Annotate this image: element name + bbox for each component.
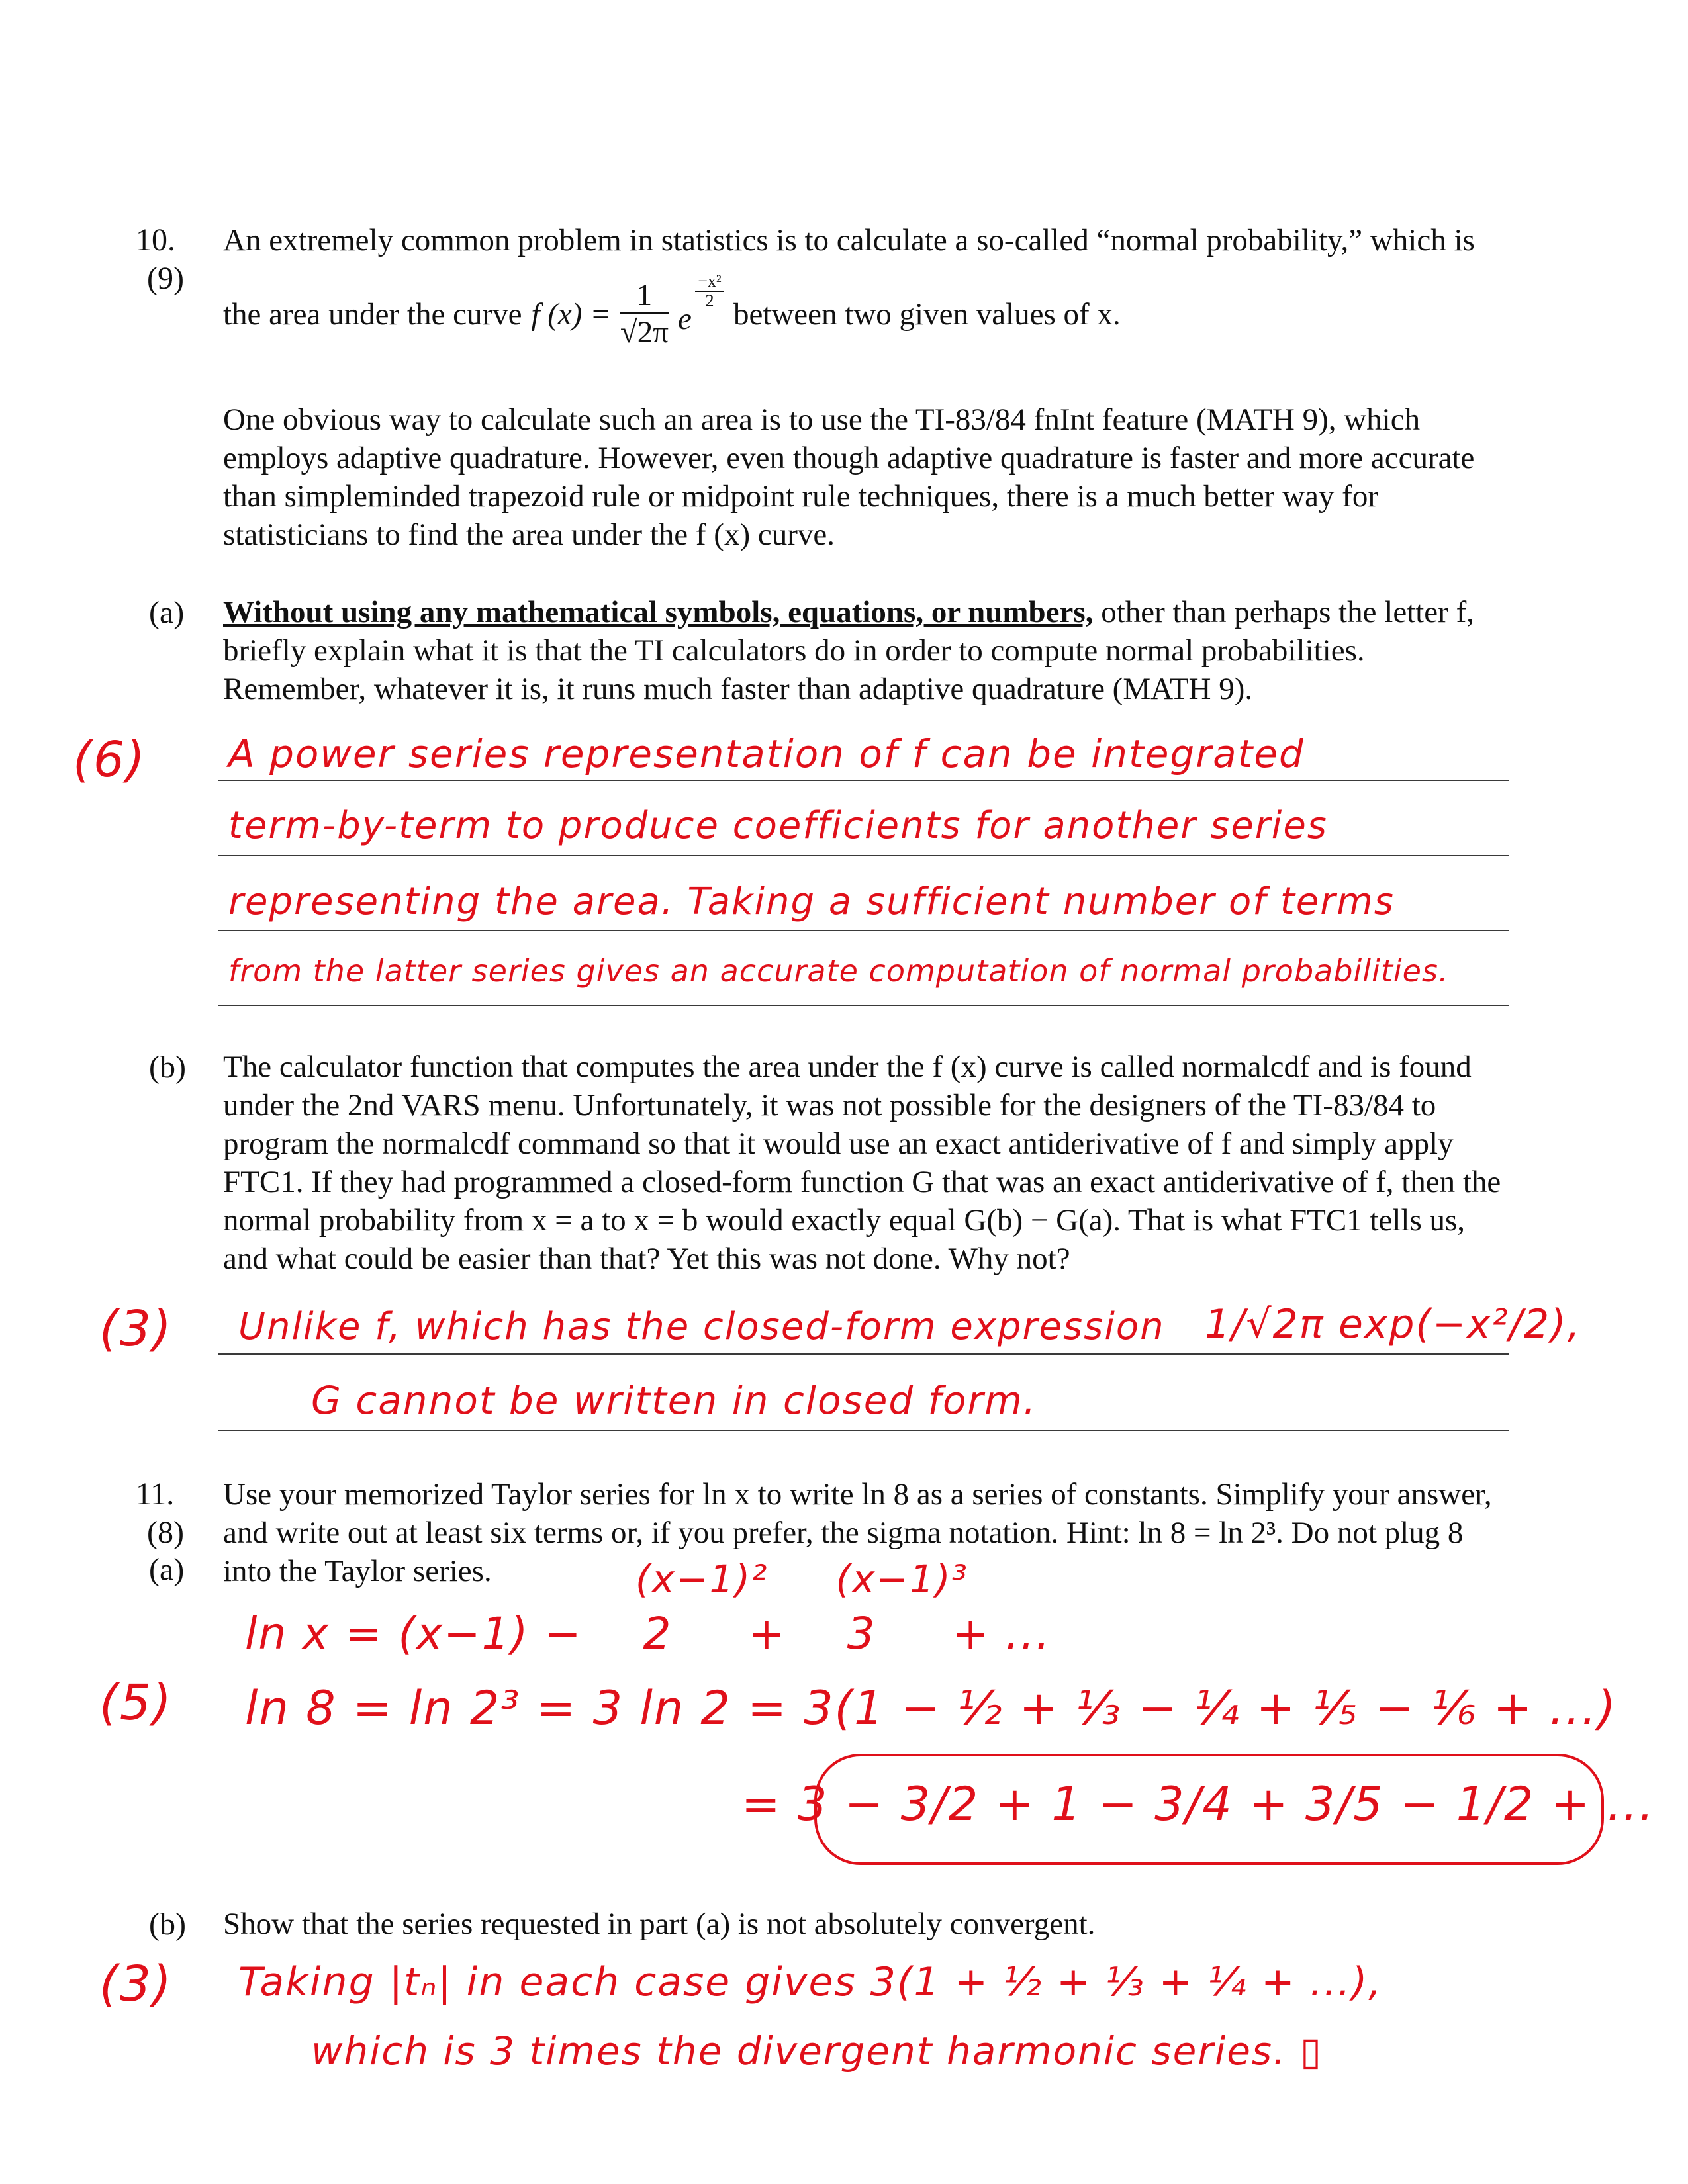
part-b-label: (b) <box>149 1050 186 1085</box>
question-10-number: 10. <box>136 222 175 257</box>
part-a-line2: briefly explain what it is that the TI calculators do in order to compute normal probabilities. <box>223 633 1365 668</box>
question-10-paragraph <box>223 400 1474 554</box>
taylor-numerators: (x−1)² (x−1)³ <box>635 1557 968 1602</box>
question-10-points: (9) <box>147 261 184 296</box>
normalizing-fraction <box>620 278 669 351</box>
fraction-numerator: 1 <box>620 278 669 314</box>
answer-rule <box>218 1005 1509 1006</box>
answer-rule <box>218 930 1509 931</box>
question-11-points: (8) <box>147 1515 184 1550</box>
part-b-answer-expression: 1/√2π exp(−x²/2), <box>1205 1301 1581 1347</box>
answer-rule <box>218 780 1509 781</box>
part-b-line: FTC1. If they had programmed a closed-form function G that was an exact antiderivative of f, then the <box>223 1165 1501 1199</box>
normal-density-formula <box>223 271 1121 351</box>
part-b-line: under the 2nd VARS menu. Unfortunately, it was not possible for the designers of the TI-83/84 to <box>223 1088 1436 1122</box>
part-b-line: The calculator function that computes the area under the f (x) curve is called normalcdf and is found <box>223 1050 1472 1084</box>
question-11-part-a-score: (5) <box>99 1674 173 1731</box>
part-a-answer-line: from the latter series gives an accurate computation of normal probabilities. <box>228 953 1449 989</box>
paragraph-line: employs adaptive quadrature. However, even though adaptive quadrature is faster and more accurate <box>223 441 1475 475</box>
answer-rule <box>218 855 1509 856</box>
part-b-score: (3) <box>99 1300 173 1357</box>
part-a-bold-lead: Without using any mathematical symbols, equations, or numbers, <box>223 595 1094 629</box>
part-a-label: (a) <box>149 595 185 630</box>
part-a-prompt <box>223 593 1474 708</box>
question-11-number: 11. <box>136 1477 175 1512</box>
paragraph-line: statisticians to find the area under the f (x) curve. <box>223 518 835 552</box>
answer-rule <box>218 1430 1509 1431</box>
part-b-answer-line1: Unlike f, which has the closed-form expression <box>238 1305 1165 1348</box>
question-11-part-b-score: (3) <box>99 1956 173 2013</box>
exp-numerator: −x² <box>695 272 724 292</box>
question-10-intro: An extremely common problem in statistics is to calculate a so-called “normal probability,” which is <box>223 223 1475 257</box>
part-a-score: (6) <box>73 731 146 788</box>
question-11-part-a-label: (a) <box>149 1552 185 1587</box>
part-b-answer-line1: Taking |tₙ| in each case gives 3(1 + ½ + ⅓ + ¼ + ...), <box>238 1959 1383 2005</box>
part-a-line3: Remember, whatever it is, it runs much faster than adaptive quadrature (MATH 9). <box>223 672 1253 706</box>
exp-denominator: 2 <box>705 291 714 310</box>
part-b-prompt <box>223 1048 1501 1278</box>
exp-base: e <box>677 302 692 336</box>
part-b-answer-line2: which is 3 times the divergent harmonic series. ▯ <box>311 2028 1323 2073</box>
part-b-line: normal probability from x = a to x = b would exactly equal G(b) − G(a). That is what FTC1 tells us, <box>223 1203 1466 1238</box>
answer-rule <box>218 1353 1509 1355</box>
question-11-line: and write out at least six terms or, if you prefer, the sigma notation. Hint: ln 8 = ln 2³. Do not plug 8 <box>223 1516 1464 1550</box>
part-a-answer-line: representing the area. Taking a sufficient number of terms <box>228 880 1395 923</box>
question-11-part-b-prompt: Show that the series requested in part (a) is not absolutely convergent. <box>223 1907 1096 1941</box>
part-b-line: program the normalcdf command so that it would use an exact antiderivative of f and simply apply <box>223 1126 1454 1161</box>
question-11-line: Use your memorized Taylor series for ln x to write ln 8 as a series of constants. Simplify your answer, <box>223 1477 1492 1512</box>
fraction-denominator: √2π <box>620 315 669 349</box>
question-11-part-b-label: (b) <box>149 1907 186 1942</box>
formula-lead-text: the area under the curve <box>223 297 522 332</box>
part-b-line: and what could be easier than that? Yet this was not done. Why not? <box>223 1242 1070 1276</box>
part-a-line1-tail: other than perhaps the letter f, <box>1101 595 1474 629</box>
exp-power <box>695 272 724 310</box>
ln8-expansion: ln 8 = ln 2³ = 3 ln 2 = 3(1 − ½ + ⅓ − ¼ + ⅕ − ⅙ + ...) <box>245 1681 1617 1735</box>
function-lhs: f (x) = <box>531 297 611 332</box>
part-a-answer-line: term-by-term to produce coefficients for another series <box>228 804 1328 847</box>
exponential-term <box>677 271 724 336</box>
paragraph-line: One obvious way to calculate such an area is to use the TI-83/84 fnInt feature (MATH 9), which <box>223 402 1421 437</box>
part-b-answer-line2: G cannot be written in closed form. <box>311 1378 1037 1423</box>
taylor-series-ln-x: ln x = (x−1) − 2 + 3 + ... <box>245 1608 1051 1659</box>
paragraph-line: than simpleminded trapezoid rule or midpoint rule techniques, there is a much better way for <box>223 479 1378 514</box>
ln8-simplified-series: = 3 − 3/2 + 1 − 3/4 + 3/5 − 1/2 + ... <box>741 1777 1656 1831</box>
part-a-answer-line: A power series representation of f can be integrated <box>228 731 1305 776</box>
formula-tail-text: between two given values of x. <box>733 297 1121 332</box>
question-11-line: into the Taylor series. <box>223 1554 492 1588</box>
